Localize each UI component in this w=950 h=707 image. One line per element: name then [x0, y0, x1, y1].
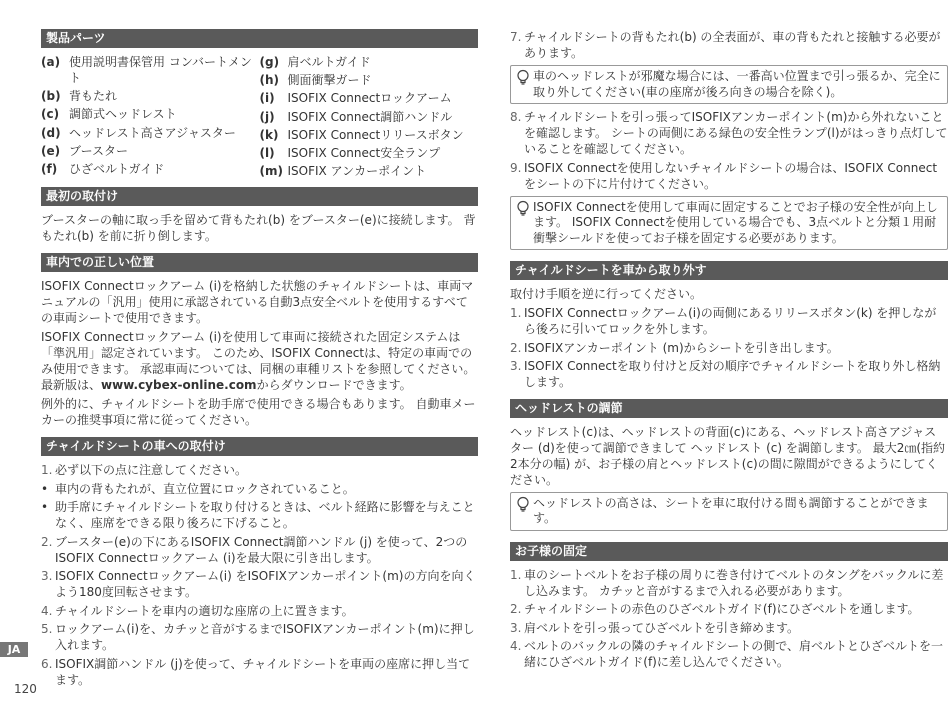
remove-step-1: 1. ISOFIX Connectロックアーム(i)の両側にあるリリースボタン(k) を押しながら後ろに引いてロックを外します。	[510, 306, 937, 336]
part-item: (h) 側面衝撃ガード	[259, 73, 372, 88]
part-item: (m) ISOFIX アンカーポイント	[259, 164, 427, 179]
parts-list	[41, 54, 478, 181]
install-step-1: 1. 必ず以下の点に注意してください。	[41, 463, 248, 478]
part-item: (j) ISOFIX Connect調節ハンドル	[259, 109, 453, 124]
part-item: (b) 背もたれ	[41, 89, 118, 104]
part-item: (f) ひざベルトガイド	[41, 161, 165, 176]
install-step-8: 8. チャイルドシートを引っ張ってISOFIXアンカーポイント(m)から外れないことを確認します。 シートの両側にある緑色の安全性ランプ(l)がはっきり点灯していることを確認してください。	[510, 110, 948, 156]
position-paragraph-3: 例外的に、チャイルドシートを助手席で使用できる場合もあります。 自動車メーカーの推奨事項に常に従ってください。	[41, 397, 476, 428]
install-bullet: • 助手席にチャイルドシートを取り付けるときは、ベルト経路に影響を与えことなく、座席をできる限り後ろに下げること。	[41, 500, 475, 531]
lightbulb-icon	[515, 69, 533, 100]
install-step-2: 2. ブースター(e)の下にあるISOFIX Connect調節ハンドル (j) を使って、2つの ISOFIX Connectロックアーム (i)を最大限に引き出します。	[41, 534, 468, 565]
install-step-7: 7. チャイルドシートの背もたれ(b) の全表面が、車の背もたれと接触する必要があります。	[510, 30, 941, 60]
remove-step-2: 2. ISOFIXアンカーポイント (m)からシートを引き出します。	[510, 340, 839, 355]
part-item: (c) 調節式ヘッドレスト	[41, 107, 177, 122]
remove-intro: 取付け手順を逆に行ってください。	[510, 287, 703, 301]
part-item: (g) 肩ベルトガイド	[259, 55, 371, 69]
install-step-6: 6. ISOFIX調節ハンドル (j)を使って、チャイルドシートを車両の座席に押し当てます。	[41, 656, 471, 687]
page-number: 120	[14, 682, 37, 696]
install-step-3: 3. ISOFIX Connectロックアーム(i) をISOFIXアンカーポイント(m)の方向を向くよう180度回転させます。	[41, 569, 476, 600]
note-box: 車のヘッドレストが邪魔な場合には、一番高い位置まで引っ張るか、完全に取り外してください(車の座席が後ろ向きの場合を除く)。	[510, 65, 948, 104]
part-item: (d) ヘッドレスト高さアジャスター	[41, 125, 236, 140]
part-item: (k) ISOFIX Connectリリースボタン	[259, 127, 464, 142]
section-header-parts: 製品パーツ	[41, 29, 478, 48]
remove-step-3: 3. ISOFIX Connectを取り付けと反対の順序でチャイルドシートを取り外し格納します。	[510, 359, 941, 389]
section-header-position: 車内での正しい位置	[41, 253, 478, 272]
section-header-install: チャイルドシートの車への取付け	[41, 437, 478, 456]
section-header-securing: お子様の固定	[510, 542, 948, 561]
part-item: (i) ISOFIX Connectロックアーム	[259, 91, 452, 106]
website-url: www.cybex-online.com	[101, 378, 257, 393]
first-install-text: ブースターの軸に取っ手を留めて背もたれ(b) をブースター(e)に接続します。 背もたれ(b) を前に折り倒します。	[41, 213, 476, 244]
install-step-4: 4. チャイルドシートを車内の適切な座席の上に置きます。	[41, 603, 354, 618]
right-column	[510, 29, 948, 673]
securing-step-2: 2. チャイルドシートの赤色のひざベルトガイド(f)にひざベルトを通します。	[510, 602, 920, 616]
securing-step-1: 1. 車のシートベルトをお子様の周りに巻き付けてベルトのタングをバックルに差し込みます。 カチッと音がするまで入れる必要があります。	[510, 567, 944, 598]
position-paragraph-2: ISOFIX Connectロックアーム (i)を使用して車両に接続された固定システムは「準汎用」認定されています。 このため、ISOFIX Connectは、特定の車両でのみ使用できます。 承認車両については、同梱の車種リストを参照してください。 最新版は、www.cybex-online.comからダウンロードできます。	[41, 330, 476, 393]
language-tag: JA	[0, 642, 28, 657]
part-item: (l) ISOFIX Connect安全ランプ	[259, 145, 441, 160]
section-header-headrest: ヘッドレストの調節	[510, 399, 948, 418]
part-item: (e) ブースター	[41, 143, 129, 158]
lightbulb-icon	[515, 496, 533, 527]
position-paragraph-1: ISOFIX Connectロックアーム (i)を格納した状態のチャイルドシートは、車両マニュアルの「汎用」使用に承認されている自動3点安全ベルトを使用するすべての車両シートで使用できます。	[41, 279, 474, 326]
headrest-text: ヘッドレスト(c)は、ヘッドレストの背面(c)にある、ヘッドレスト高さアジャスター (d)を使って調節できまして ヘッドレスト (c) を調節します。 最大2㎝(指約2本分の幅) が、お子様の肩とヘッドレスト(c)の間に隙間ができるようにしてください。	[510, 424, 946, 487]
part-item: (a) 使用説明書保管用 コンバートメント	[41, 55, 252, 85]
note-box: ヘッドレストの高さは、シートを車に取付ける間も調節することができます。	[510, 492, 948, 531]
install-step-9: 9. ISOFIX Connectを使用しないチャイルドシートの場合は、ISOFIX Connectをシートの下に片付けてください。	[510, 160, 938, 191]
lightbulb-icon	[515, 200, 533, 247]
parts-column-right	[260, 54, 479, 181]
install-bullet: • 車内の背もたれが、直立位置にロックされていること。	[41, 481, 355, 496]
section-header-remove: チャイルドシートを車から取り外す	[510, 261, 948, 280]
parts-column-left	[41, 54, 260, 181]
securing-step-4: 4. ベルトのバックルの隣のチャイルドシートの側で、肩ベルトとひざベルトを一緒にひざベルトガイド(f)に差し込んでください。	[510, 639, 944, 669]
securing-step-3: 3. 肩ベルトを引っ張ってひざベルトを引き締めます。	[510, 620, 800, 635]
left-column	[41, 29, 478, 690]
note-box: ISOFIX Connectを使用して車両に固定することでお子様の安全性が向上します。 ISOFIX Connectを使用している場合でも、3点ベルトと分類１用耐衝撃シールドを使ってお子様を固定する必要があります。	[510, 196, 948, 251]
section-header-first-install: 最初の取付け	[41, 187, 478, 206]
install-step-5: 5. ロックアーム(i)を、カチッと音がするまでISOFIXアンカーポイント(m)に押し入れます。	[41, 622, 475, 653]
